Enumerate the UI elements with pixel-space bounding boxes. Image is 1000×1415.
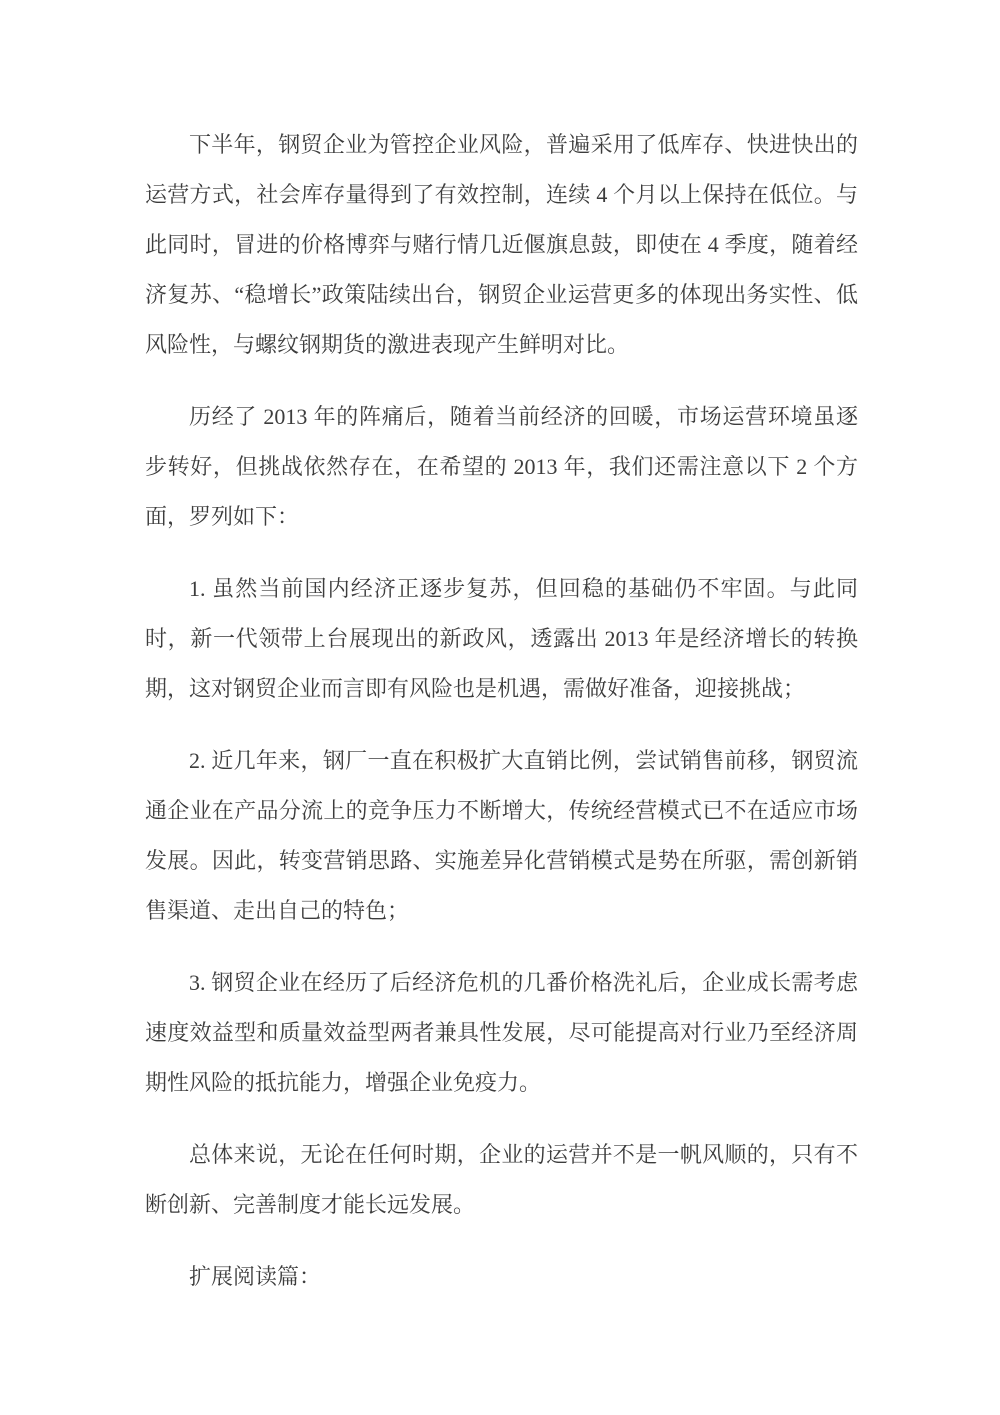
paragraph-extended-reading-label: 扩展阅读篇： [189,1264,322,1289]
document-text [145,120,858,1302]
paragraph-point-1: 1. 虽然当前国内经济正逐步复苏，但回稳的基础仍不牢固。与此同时，新一代领带上台展现出的新政风，透露出 2013 年是经济增长的转换期，这对钢贸企业而言即有风险也是机遇，需做好准备，迎接挑战； [145,576,858,701]
paragraph-point-3: 3. 钢贸企业在经历了后经济危机的几番价格洗礼后，企业成长需考虑速度效益型和质量效益型两者兼具性发展，尽可能提高对行业乃至经济周期性风险的抵抗能力，增强企业免疫力。 [145,970,858,1095]
paragraph-2013-outlook: 历经了 2013 年的阵痛后，随着当前经济的回暖，市场运营环境虽逐步转好，但挑战依然存在，在希望的 2013 年，我们还需注意以下 2 个方面，罗列如下： [145,404,858,529]
paragraph-summary: 总体来说，无论在任何时期，企业的运营并不是一帆风顺的，只有不断创新、完善制度才能长远发展。 [145,1142,858,1217]
paragraph-operations-second-half: 下半年，钢贸企业为管控企业风险，普遍采用了低库存、快进快出的运营方式，社会库存量得到了有效控制，连续 4 个月以上保持在低位。与此同时，冒进的价格博弈与赌行情几近偃旗息鼓，即使在 4 季度，随着经济复苏、“稳增长”政策陆续出台，钢贸企业运营更多的体现出务实性、低风险性，与螺纹钢期货的激进表现产生鲜明对比。 [145,132,858,357]
paragraph-point-2: 2. 近几年来，钢厂一直在积极扩大直销比例，尝试销售前移，钢贸流通企业在产品分流上的竞争压力不断增大，传统经营模式已不在适应市场发展。因此，转变营销思路、实施差异化营销模式是势在所驱，需创新销售渠道、走出自己的特色； [145,748,858,923]
